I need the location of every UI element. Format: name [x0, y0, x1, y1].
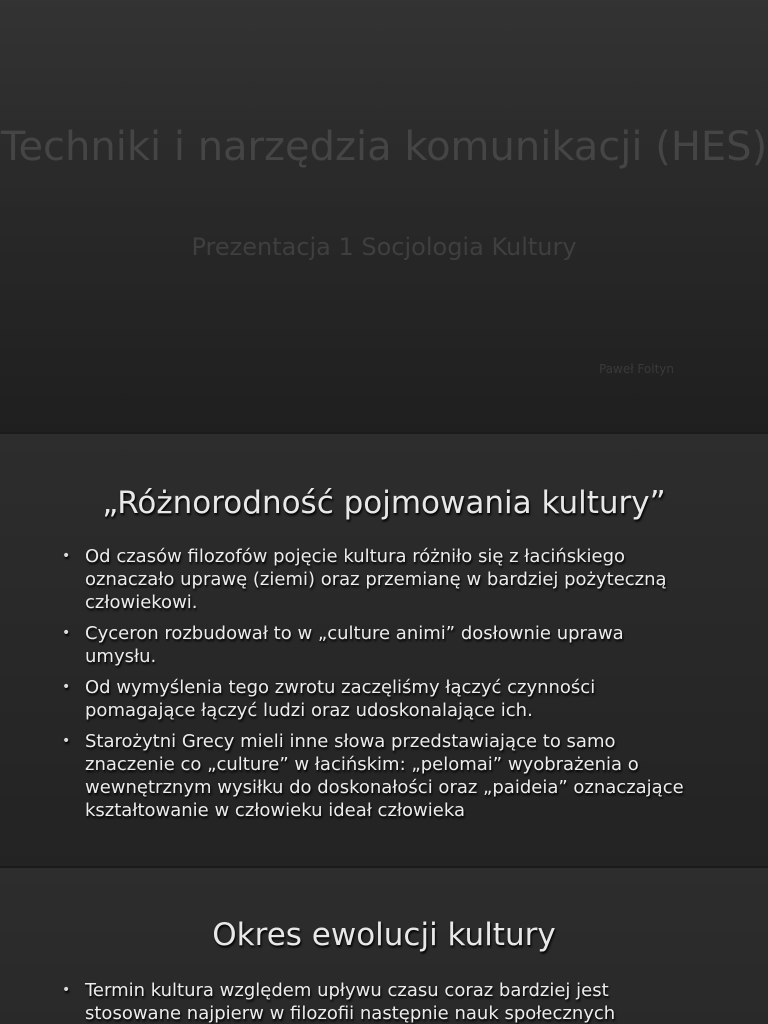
bullet-text: Termin kultura względem upływu czasu coraz bardziej jest stosowane najpierw w filozofii następnie nauk społecznych [85, 980, 616, 1024]
bullet-icon: • [62, 625, 71, 641]
list-item [62, 545, 698, 614]
bullet-list [62, 979, 698, 1024]
author-name: Paweł Foltyn [598, 362, 674, 376]
bullet-text: Od wymyślenia tego zwrotu zaczęliśmy łączyć czynności pomagające łączyć ludzi oraz udoskonalające ich. [85, 677, 596, 721]
bullet-text: Starożytni Grecy mieli inne słowa przedstawiające to samo znaczenie co „culture” w łacińskim: „pelomai” wyobrażenia o wewnętrznym wysiłku do doskonałości oraz „paideia” oznaczające kształtowanie w człowieku ideał człowieka [85, 731, 684, 821]
bullet-list [62, 545, 698, 830]
bullet-icon: • [62, 982, 71, 998]
presentation-subtitle: Prezentacja 1 Socjologia Kultury [191, 233, 577, 261]
bullet-icon: • [62, 733, 71, 749]
title-slide[interactable] [0, 0, 768, 432]
content-slide-evolution[interactable] [0, 868, 768, 1024]
bullet-icon: • [62, 679, 71, 695]
list-item [62, 622, 698, 668]
list-item [62, 979, 698, 1024]
slide-heading: „Różnorodność pojmowania kultury” [102, 485, 666, 521]
list-item [62, 676, 698, 722]
presentation-title: Techniki i narzędzia komunikacji (HES) [0, 124, 768, 170]
bullet-text: Cyceron rozbudował to w „culture animi” dosłownie uprawa umysłu. [85, 623, 624, 667]
list-item [62, 730, 698, 822]
bullet-icon: • [62, 548, 71, 564]
slide-heading: Okres ewolucji kultury [212, 917, 556, 953]
content-slide-diversity[interactable] [0, 434, 768, 866]
bullet-text: Od czasów filozofów pojęcie kultura różniło się z łacińskiego oznaczało uprawę (ziemi) oraz przemianę w bardziej pożyteczną człowiekowi. [85, 546, 667, 613]
